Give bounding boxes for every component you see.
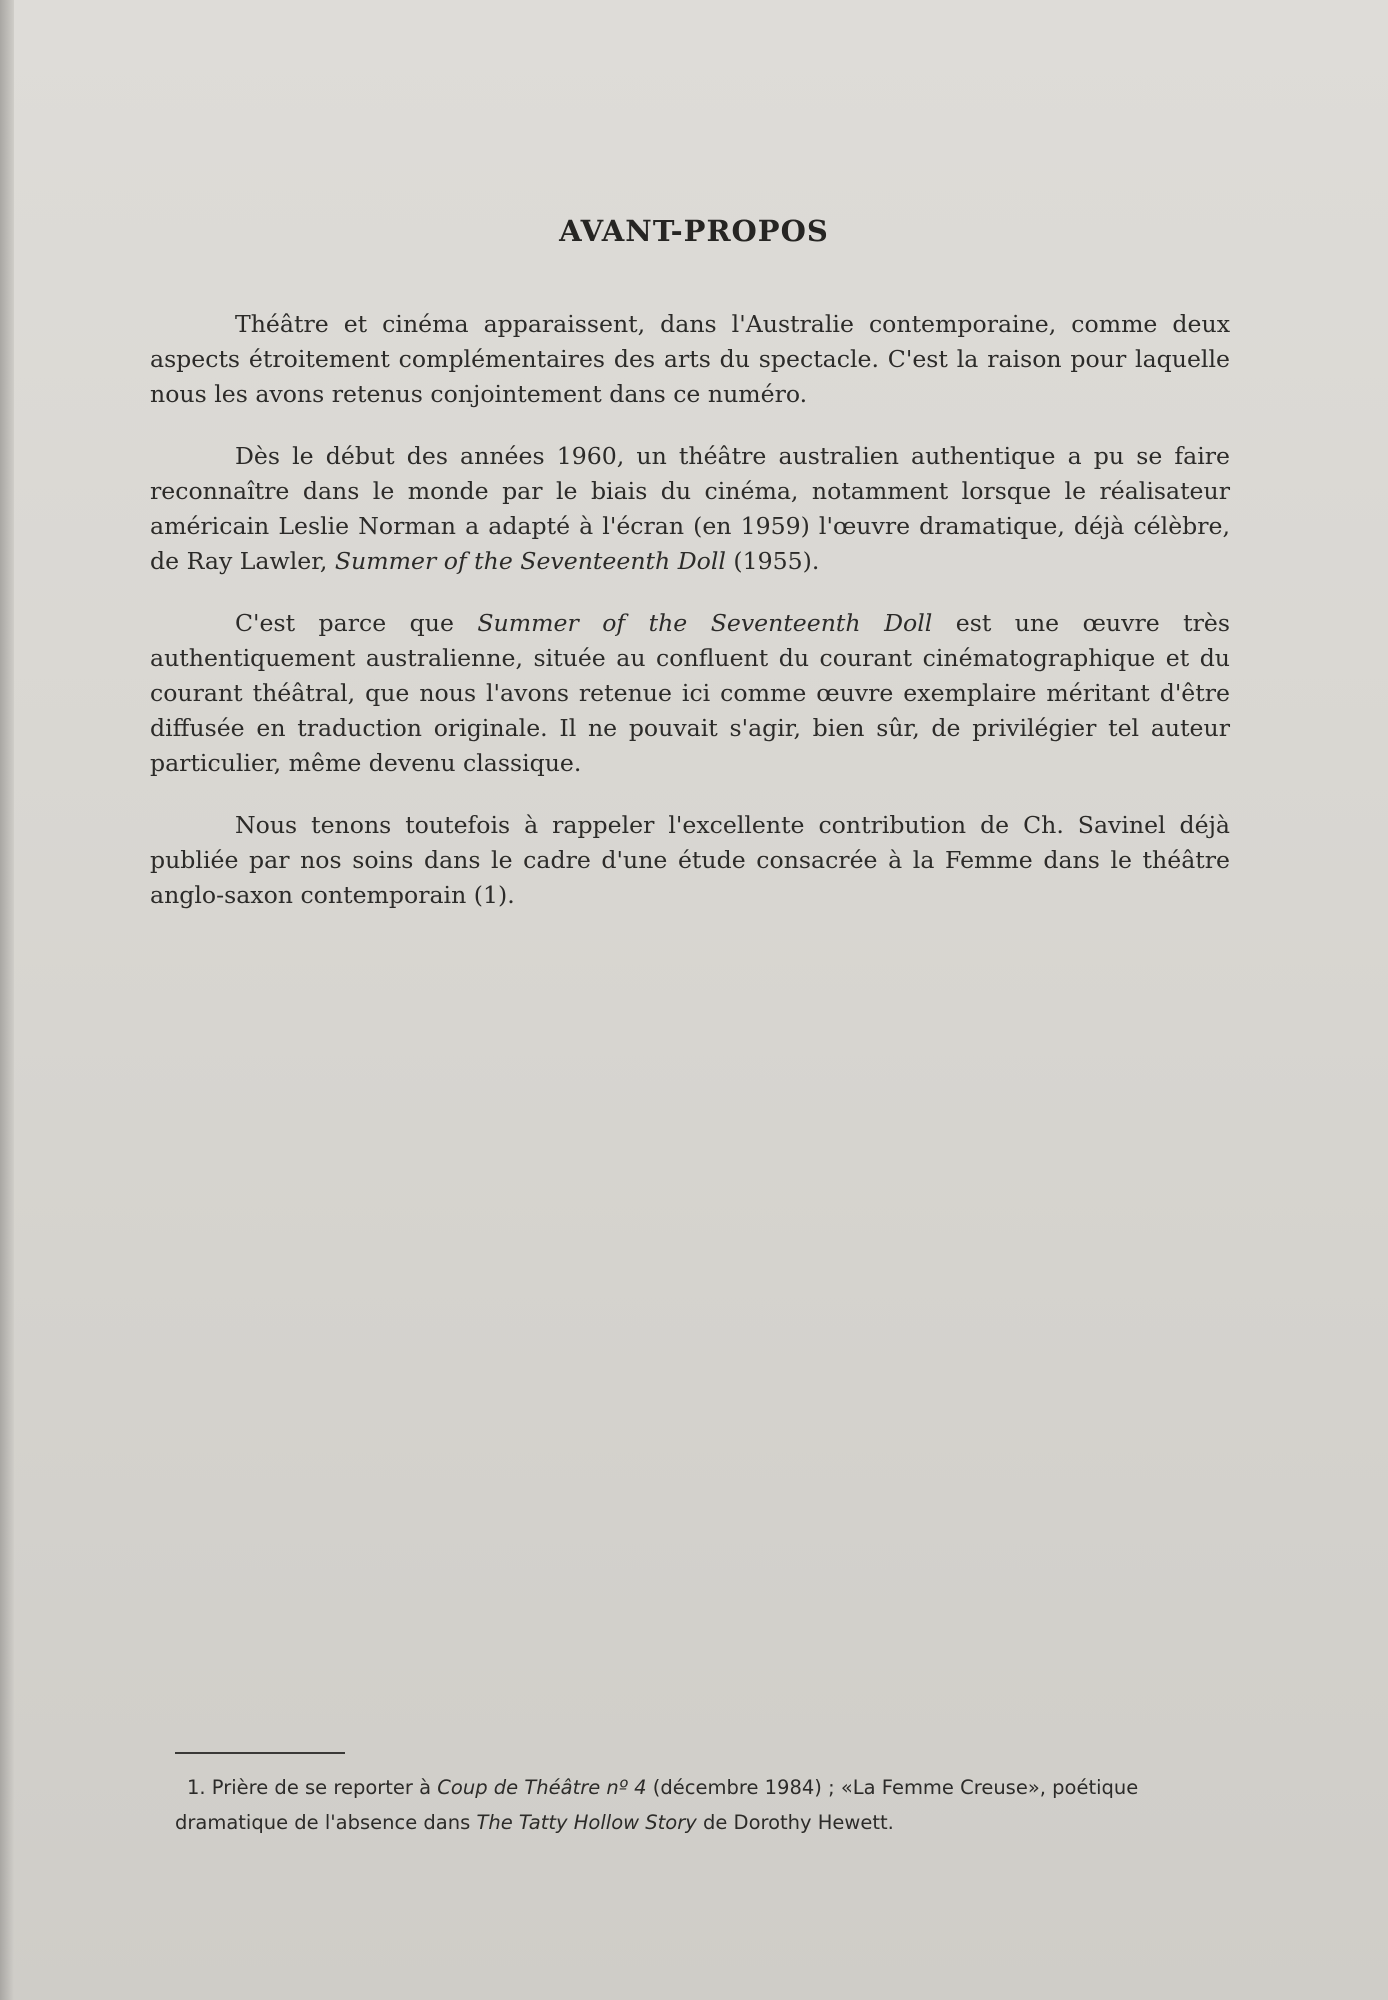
paragraph-1-text: Théâtre et cinéma apparaissent, dans l'Australie contemporaine, comme deux aspects étroitement complémentaires des arts du spectacle. C'est la raison pour laquelle nous les avons retenus conjointement dans ce numéro.: [150, 310, 1230, 408]
footnote-text-1: 1. Prière de se reporter à: [187, 1776, 438, 1799]
paragraph-4: [150, 808, 1230, 913]
footnote-divider: [175, 1752, 345, 1754]
paragraph-3-text: C'est parce que: [235, 609, 478, 637]
footnote-text-3: de Dorothy Hewett.: [696, 1811, 894, 1834]
paragraph-3: [150, 606, 1230, 781]
footnote-play-title: The Tatty Hollow Story: [476, 1811, 697, 1834]
paragraph-2-text-end: (1955).: [725, 547, 820, 575]
paragraph-1: [150, 307, 1230, 412]
page-title: AVANT-PROPOS: [559, 214, 829, 248]
paragraph-2-work-title: Summer of the Seventeenth Doll: [334, 547, 726, 575]
footnote-journal-title: Coup de Théâtre nº 4: [437, 1776, 647, 1799]
paragraph-3-work-title: Summer of the Seventeenth Doll: [477, 609, 933, 637]
footnote-text-2: (décembre 1984) ; «La Femme Creuse», poétique dramatique de l'absence dans: [175, 1776, 1139, 1834]
paragraph-3-text-end: est une œuvre très authentiquement australienne, située au confluent du courant cinématographique et du courant théâtral, que nous l'avons retenue ici comme œuvre exemplaire méritant d'être diffusée en traduction originale. Il ne pouvait s'agir, bien sûr, de privilégier tel auteur particulier, même devenu classique.: [150, 609, 1230, 777]
paragraph-2: [150, 439, 1230, 579]
paragraph-2-text: Dès le début des années 1960, un théâtre australien authentique a pu se faire reconnaître dans le monde par le biais du cinéma, notamment lorsque le réalisateur américain Leslie Norman a adapté à l'écran (en 1959) l'œuvre dramatique, déjà célèbre, de Ray Lawler,: [150, 442, 1230, 575]
footnote: [175, 1770, 1235, 1840]
body-text: [150, 307, 1230, 940]
paragraph-4-text: Nous tenons toutefois à rappeler l'excellente contribution de Ch. Savinel déjà publiée par nos soins dans le cadre d'une étude consacrée à la Femme dans le théâtre anglo-saxon contemporain (1).: [150, 811, 1230, 909]
